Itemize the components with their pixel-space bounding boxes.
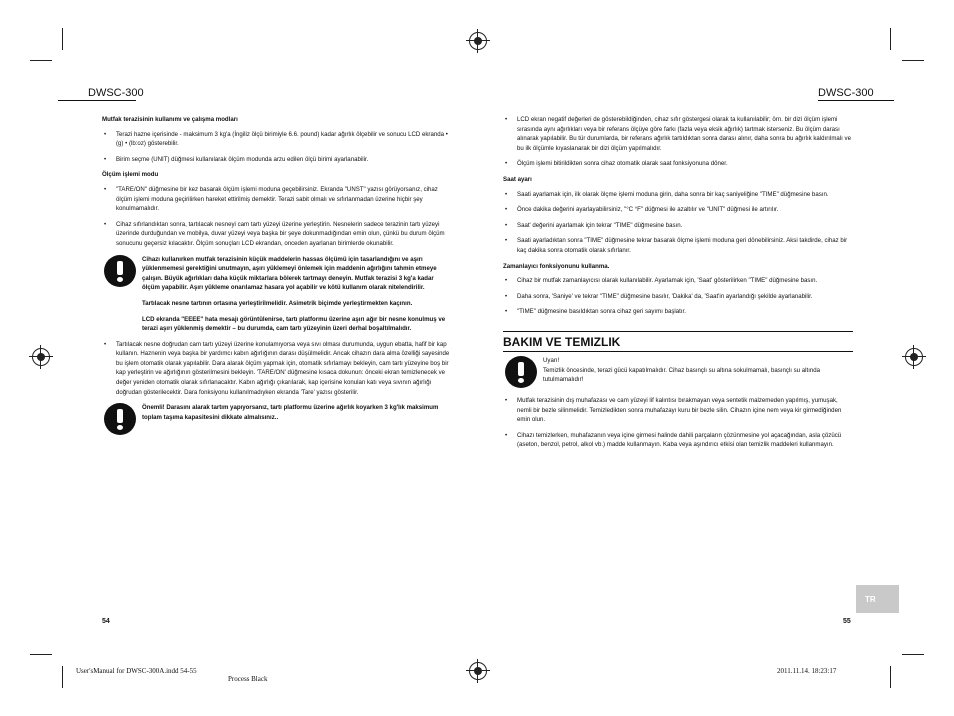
section-rule: [503, 331, 853, 332]
footer-color: Process Black: [228, 675, 268, 683]
header-rule-right: [818, 100, 894, 101]
page-number-left: 54: [102, 618, 110, 625]
warning-text: Cihazı kullanırken mutfak terazisinin küçük maddelerin hassas ölçümü için tasarlandığını ve aşırı yüklenmemesi gerektiğini unutmayın, aşırı yüklemeyi önlemek için maddenin ağırlığını tahmin etmeye çalışın. Büyük ağırlıkları daha küçük miktarlara bölerek tartmayı deneyin. Mutfak terazisi 3 kg'a kadar ölçüm yapabilir. Aşırı yükleme onarılamaz hasara yol açabilir ve kötü kullanım olarak nitelendirilir.: [142, 255, 437, 292]
warning-block: [503, 356, 853, 390]
language-tab: [856, 585, 899, 613]
crop-mark: [890, 666, 891, 688]
crop-mark: [62, 28, 63, 50]
footer-file: User'sManual for DWSC-300A.indd 54-55: [76, 667, 197, 675]
section-rule: [503, 351, 853, 352]
crop-mark: [30, 654, 52, 655]
crop-mark: [902, 654, 924, 655]
warning-block: [102, 403, 452, 422]
list-item: • Cihazı temizlerken, muhafazanın veya içine girmesi halinde dahili parçaların çözünmesine yol açacağından, asla çözücü (aseton, benzol, petrol, alkol vb.) madde kullanmayın. Kaba veya aşındırıcı etkisi olan temizlik maddeleri kullanmayın.: [503, 431, 853, 450]
list-item: • Ölçüm işlemi bitirildikten sonra cihaz otomatik olarak saat fonksiyonuna döner.: [503, 159, 853, 169]
list-item: • Saati ayarlamak için, ilk olarak ölçme işlemi moduna girin, daha sonra bir kaç saniyeliğine "TIME" düğmesine basın.: [503, 190, 853, 200]
warning-text: LCD ekranda "EEEE" hata mesajı görüntülenirse, tartı platformu üzerine aşırı ağır bir nesne konulmuş ve terazi aşırı yüklenmiş demektir – bu durumda, cam tartı yüzeyinin üzeri derhal boşaltılmalıdır.: [142, 315, 446, 333]
list-item: • Cihaz bir mutfak zamanlayıcısı olarak kullanılabilir. Ayarlamak için, 'Saat' gösterilirken "TIME" düğmesine basın.: [503, 276, 853, 286]
list-item: • "TARE/ON" düğmesine bir kez basarak ölçüm işlemi moduna geçebilirsiniz. Ekranda "UNST" yazısı görüyorsanız, cihaz ölçüm işlemi moduna geçirilirken hareket ettirilmiş demektir. Terazi sabit olmalı ve sıfırlanmadan üzerine hiçbir şey konulmamalıdır.: [102, 185, 452, 214]
warning-text: Tartılacak nesne tartının ortasına yerleştirilmelidir. Asimetrik biçimde yerleştirmekten kaçının.: [142, 299, 413, 307]
registration-mark-icon: [905, 348, 923, 366]
list-item: • Cihaz sıfırlandıktan sonra, tartılacak nesneyi cam tartı yüzeyi üzerine yerleştirin. Nesnelerin sadece terazinin tartı yüzeyi üzerinde durduğundan ve mobilya, duvar yüzeyi veya başka bir şeye dokunmadığından emin olun, çünkü bu durum ölçüm sonucunu geçersiz kılacaktır. Ölçüm sonuçları LCD ekrandan, onceden ayarlanan birimlerde okunabilir.: [102, 220, 452, 249]
list-item: • LCD ekran negatif değerleri de gösterebildiğinden, cihaz sıfır göstergesi olarak ta kullanılabilir; örn. bir dizi ölçüm işlemi sırasında aynı ağırlıkları veya bir referans ölçüye göre farkı (fazla veya eksik ağırlık) tartmak isterseniz. Bu ölçüm darası alınarak yapılabilir. Bu tür durumlarda, bir referans ağırlık tartıldıktan sonra darası alınır, daha sonra bu ağırlık kaldırılmalı ve bu ilk ölçümle kıyaslanarak bir dizi ölçüm yapılmalıdır.: [503, 115, 853, 153]
registration-mark-icon: [469, 32, 487, 50]
warning-text: Önemli! Darasını alarak tartım yapıyorsanız, tartı platformu üzerine ağırlık koyarken 3 kg'lık maksimum toplam taşıma kapasitesini dikkate almalısınız..: [142, 404, 439, 421]
exclamation-icon: [104, 403, 136, 435]
warning-text: Temizlik öncesinde, terazi gücü kapatılmalıdır. Cihaz basınçlı su altına sokulmamalı, basınçlı su altında tutulmamalıdır!: [543, 366, 821, 384]
section-title: Zamanlayıcı fonksiyonunu kullanma.: [503, 262, 610, 270]
section-title: Mutfak terazisinin kullanımı ve çalışma modları: [102, 116, 238, 123]
footer-date: 2011.11.14. 18:23:17: [777, 667, 837, 675]
registration-mark-icon: [469, 662, 487, 680]
left-column: [102, 115, 452, 428]
list-item: • Terazi hazne içerisinde - maksimum 3 kg'a (İngiliz ölçü birimiyle 6.6. pound) kadar ağırlık ölçebilir ve sonucu LCD ekranda • (g) • (lb:oz) gösterebilir.: [102, 130, 452, 149]
crop-mark: [890, 28, 891, 50]
exclamation-icon: [505, 356, 537, 388]
page-number-right: 55: [843, 618, 851, 625]
exclamation-icon: [104, 255, 136, 287]
list-item: • Mutfak terazisinin dış muhafazası ve cam yüzeyi lif kalıntısı bırakmayan veya sentetik malzemeden yapılmış, yumuşak, nemli bir bezle silinmelidir. Temizledikten sonra muhafazayı kuru bir bezle silin. Cihazın içine nem veya kir girmediğinden emin olun.: [503, 396, 853, 425]
list-item: • Saati ayarladıktan sonra "TIME" düğmesine tekrar basarak ölçme işlemi moduna geri dönebilirsiniz. Aksi takdirde, cihaz bir kaç dakika sonra otomatik olarak sıfırlanır.: [503, 236, 853, 255]
right-column: [503, 115, 853, 456]
registration-mark-icon: [32, 348, 50, 366]
model-header-left: DWSC-300: [88, 87, 144, 99]
section-title: Ölçüm işlemi modu: [102, 171, 159, 179]
list-item: • Önce dakika değerini ayarlayabilirsiniz, "°C °F" düğmesi ile azaltılır ve "UNIT" düğmesi ile artırılır.: [503, 205, 853, 215]
warning-title: Uyarı!: [543, 356, 560, 364]
list-item: • Birim seçme (UNIT) düğmesi kullanılarak ölçüm modunda arzu edilen ölçü birimi ayarlanabilir.: [102, 155, 452, 165]
model-header-right: DWSC-300: [818, 87, 874, 99]
crop-mark: [62, 666, 63, 688]
crop-mark: [902, 60, 924, 61]
list-item: • Tartılacak nesne doğrudan cam tartı yüzeyi üzerine konulamıyorsa veya sıvı olması durumunda, uygun ebatta, hafif bir kap kullanın. Haznenin veya başka bir yardımcı kabın ağırlığının darası düşülmelidir. Ancak cihazın dara alma özelliği sayesinde bu işlem otomatik olarak yapılabilir. Dara alarak ölçüm yapmak için, otomatik sıfırlamayı bekleyin, cam tartı yüzeyine boş bir kap yerleştirin ve ağırlığının gösterilmesini bekleyin. 'TARE/ON' düğmesine kısaca dokunun: önceki ekran temizlenecek ve değer yeniden otomatik olarak sıfırlanacaktır. Kabın ağırlığı çıkarılarak, kap içerisine konulan katı veya sıvının ağırlığı doğrudan gösterilecektir. Dara fonksiyonu kullanılmadıyken ekranda 'Tare' yazısı gösterilir.: [102, 340, 452, 398]
crop-mark: [30, 60, 52, 61]
list-item: • Saat' değerini ayarlamak için tekrar "TIME" düğmesine basın.: [503, 221, 853, 231]
header-rule-left: [58, 100, 136, 101]
list-item: • "TIME" düğmesine basıldıktan sonra cihaz geri sayımı başlatır.: [503, 307, 853, 317]
section-title: Saat ayarı: [503, 175, 532, 183]
warning-block: [102, 255, 452, 334]
section-heading: BAKIM VE TEMIZLIK: [503, 334, 621, 349]
list-item: • Daha sonra, 'Saniye' ve tekrar "TIME" düğmesine basılır, 'Dakika' da, 'Saat'in ayarlandığı şekilde ayarlanabilir.: [503, 292, 853, 302]
language-tab-label: TR: [865, 595, 876, 604]
